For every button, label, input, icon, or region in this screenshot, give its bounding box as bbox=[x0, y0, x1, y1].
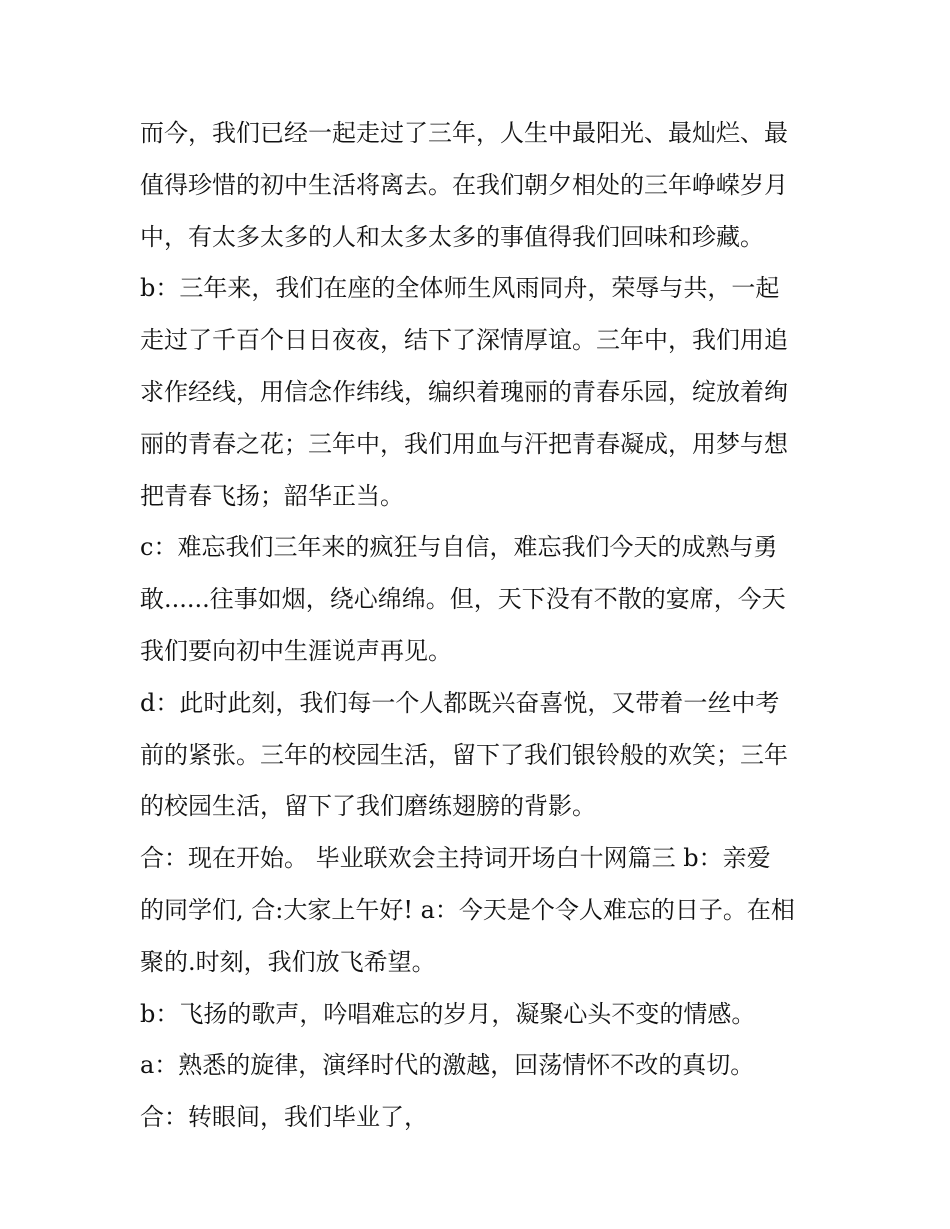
text-line: d：此时此刻，我们每一个人都既兴奋喜悦，又带着一丝中考 bbox=[140, 688, 780, 717]
text-line: b：三年来，我们在座的全体师生风雨同舟，荣辱与共，一起 bbox=[140, 274, 780, 303]
text-line: 敢......往事如烟，绕心绵绵。但，天下没有不散的宴席，今天 bbox=[140, 585, 786, 614]
text-line: 的校园生活，留下了我们磨练翅膀的背影。 bbox=[140, 792, 596, 821]
text-line: 而今，我们已经一起走过了三年，人生中最阳光、最灿烂、最 bbox=[140, 119, 788, 147]
text-line: c：难忘我们三年来的疯狂与自信，难忘我们今天的成熟与勇 bbox=[140, 533, 778, 562]
text-line: 前的紧张。三年的校园生活，留下了我们银铃般的欢笑；三年 bbox=[140, 740, 788, 769]
text-line: 聚的.时刻，我们放飞希望。 bbox=[140, 947, 436, 976]
text-line: 合：转眼间，我们毕业了， bbox=[140, 1103, 428, 1132]
text-line: 的同学们, 合:大家上午好! a：今天是个令人难忘的日子。在相 bbox=[140, 895, 795, 924]
document-body bbox=[140, 108, 820, 1144]
text-line: a：熟悉的旋律，演绎时代的激越，回荡情怀不改的真切。 bbox=[140, 1051, 755, 1080]
text-line: 中，有太多太多的人和太多太多的事值得我们回味和珍藏。 bbox=[140, 222, 764, 251]
text-line: 走过了千百个日日夜夜，结下了深情厚谊。三年中，我们用追 bbox=[140, 326, 788, 355]
text-line: 把青春飞扬；韶华正当。 bbox=[140, 481, 404, 510]
text-line: 我们要向初中生涯说声再见。 bbox=[140, 636, 452, 665]
text-line: 值得珍惜的初中生活将离去。在我们朝夕相处的三年峥嵘岁月 bbox=[140, 170, 788, 199]
text-line: 丽的青春之花；三年中，我们用血与汗把青春凝成，用梦与想 bbox=[140, 429, 788, 458]
text-line: 合：现在开始。 毕业联欢会主持词开场白十网篇三 b：亲爱 bbox=[140, 844, 771, 873]
text-line: b：飞扬的歌声，吟唱难忘的岁月，凝聚心头不变的情感。 bbox=[140, 999, 756, 1028]
text-line: 求作经线，用信念作纬线，编织着瑰丽的青春乐园，绽放着绚 bbox=[140, 377, 788, 406]
